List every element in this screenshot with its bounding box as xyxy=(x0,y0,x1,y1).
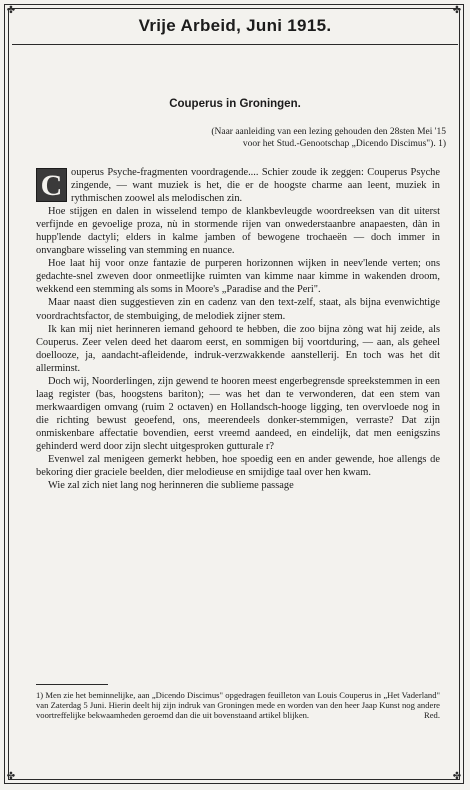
footnote-signature: Red. xyxy=(424,710,440,721)
footnote-divider xyxy=(36,684,108,685)
note-line: (Naar aanleiding van een lezing gehouden den 28sten Mei '15 xyxy=(211,127,446,137)
paragraph: Hoe laat hij voor onze fantazie de purperen horizonnen wijken in neev'lende verten; ons gedachte-snel zweven door onmeetlijke ruimten van kimme naar kimme in wakenden droom, wekkend een stemming als soms in Moore's „Paradise and the Peri". xyxy=(36,258,440,296)
article-title: Couperus in Groningen. xyxy=(169,98,301,110)
paragraph: Doch wij, Noorderlingen, zijn gewend te hooren meest engerbegrensde spreekstemmen in een laag register (bas, hoogstens bariton); — was het dan te verwonderen, dat een stem van merkwaardigen omvang (ruim 2 octaven) en Hollandsch-hooge ligging, ten overvloede nog in die richting bewust geoefend, ons, meerendeels donker-stemmigen, verraste? Dat zijn onmiskenbare affectatie bovendien, eerst vreemd aandeed, en eindelijk, dat men eenigszins gehinderd werd door zijn slecht uitgesproken gutturale r? xyxy=(36,375,440,452)
paragraph: Ik kan mij niet herinneren iemand gehoord te hebben, die zoo bijna zòng wat hij zeide, als Couperus. Zeer velen deed het daarom eerst, en sommigen bij voortduring, — aan, als geheel doellooze, ja, aandacht-afleidende, indruk-verzwakkende aanstellerij. En toch was het dit allerminst. xyxy=(36,323,440,374)
paragraph xyxy=(36,166,440,205)
corner-ornament-icon: ✤ xyxy=(6,5,16,16)
corner-ornament-icon: ✤ xyxy=(452,5,462,16)
paragraph: Wie zal zich niet lang nog herinneren die sublieme passage xyxy=(48,480,294,492)
paragraph: Evenwel zal menigeen gemerkt hebben, hoe spoedig een en ander gewende, hoe allengs de bekoring dier graciele beelden, dier melodieuse en smijdige taal over hen kwam. xyxy=(36,454,440,479)
corner-ornament-icon: ✤ xyxy=(6,771,16,782)
paragraph: Maar naast dien suggestieven zin en cadenz van den text-zelf, staat, als bijna evenwichtige voordrachtsfactor, de stembuiging, de melodiek zijner stem. xyxy=(36,297,440,322)
note-line: voor het Stud.-Genootschap „Dicendo Discimus"). 1) xyxy=(242,139,446,149)
journal-header: Vrije Arbeid, Juni 1915. xyxy=(138,16,332,35)
paragraph: Hoe stijgen en dalen in wisselend tempo de klankbevleugde woordreeksen van dit uiterst verfijnde en gevoelige proza, nù in stormende rijen van onwederstaanbre anapaesten, dàn in hupp'lende dactyli; elders in kalme jamben of bewogene trochaeën — doch immer in onvangbare wisseling van stemming en nuance. xyxy=(36,206,440,257)
header-divider xyxy=(12,44,458,45)
article-note xyxy=(136,126,446,150)
paragraph-text: ouperus Psyche-fragmenten voordragende.... Schier zoude ik zeggen: Couperus Psyche zingende, — want muziek is het, die er de hoogste charme aan leent, muziek in rythmischen zoowel als melodischen zin. xyxy=(71,167,440,205)
article-body xyxy=(36,166,440,492)
drop-cap-initial: C xyxy=(36,168,67,202)
footnote xyxy=(36,690,440,721)
corner-ornament-icon: ✤ xyxy=(452,771,462,782)
footnote-text: 1) Men zie het beminnelijke, aan „Dicendo Discimus" opgedragen feuilleton van Louis Couperus in „Het Vaderland" van Zaterdag 5 Juni. Hierin deelt hij zijn indruk van Groningen mede en worden van den heer Jaap Kunst nog andere voortreffelijke bekwaamheden geroemd dan die uit bovenstaand artikel blijken. xyxy=(36,690,440,721)
